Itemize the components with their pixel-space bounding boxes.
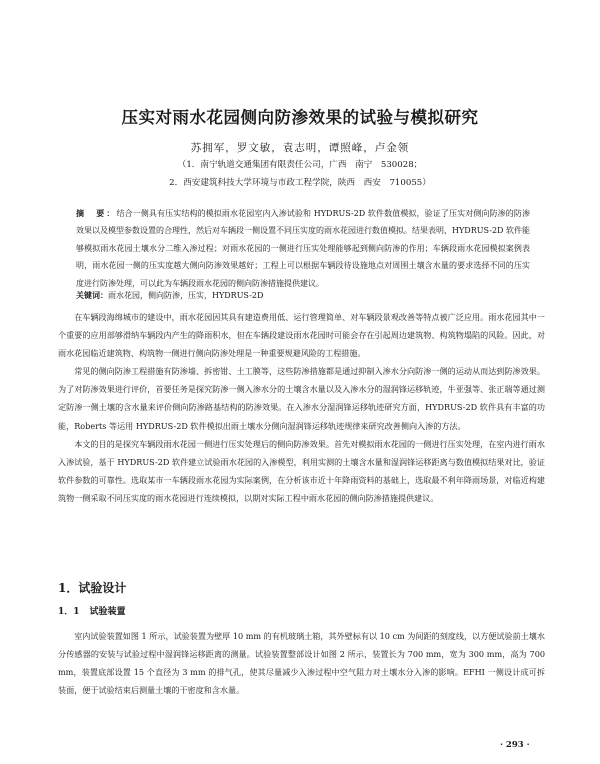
- page-number: · 293 ·: [500, 740, 530, 750]
- affiliation-1: （1．南宁轨道交通集团有限责任公司，广西 南宁 530028；: [177, 160, 423, 170]
- section-title: 试验设计: [78, 581, 127, 595]
- abstract: [76, 205, 530, 292]
- subsection-title: 试验装置: [89, 607, 126, 617]
- setup-section: [58, 627, 545, 699]
- intro-paragraph-2: 常见的侧向防渗工程措施有防渗墙、拆密钳、土工膜等，这些防渗措施都是通过抑制入渗水分向防渗一侧的运动从而达到防渗效果。为了对防渗效果进行评价，首要任务是探究防渗一侧入渗水分的土壤含水量以及入渗水分的湿润锋运移轨迹，牛亚强等、张正瑞等通过测定防渗一侧土壤的含水量来评价侧向防渗路基结构的防渗效果。在入渗水分湿润锋运移轨迹研究方面，HYDRUS-2D 软件具有丰富的功能，Roberts 等运用 HYDRUS-2D 软件模拟出雨土壤水分侧向湿润锋运移轨迹规律来研究改善侧向入渗的方法。: [58, 366, 545, 431]
- keywords-text: 雨水花园，侧向防渗，压实，HYDRUS-2D: [108, 291, 264, 300]
- keywords-label: 关键词：: [76, 290, 108, 300]
- section-number: 1．: [58, 581, 79, 595]
- intro-paragraph-3: 本文的目的是探究车辆段雨水花园一侧进行压实处理后的侧向防渗效果。首先对模拟雨水花园的一侧进行压实处理，在室内进行雨水入渗试验，基于 HYDRUS-2D 软件建立试验雨水花园的入渗模型，利用实测的土壤含水量和湿润锋运移距离与数值模拟结果对比，验证软件参数的可靠性。选取某市一车辆段雨水花园为实际案例，在分析该市近十年降雨资料的基础上，选取最不利年降雨场景，对临近构建筑物一侧采取不同压实度的雨水花园进行连续模拟，以期对实际工程中雨水花园的侧向防渗措施提供建议。: [58, 438, 545, 503]
- abstract-text: 结合一侧具有压实结构的模拟雨水花园室内入渗试验和 HYDRUS-2D 软件数值模拟，验证了压实对侧向防渗的防渗效果以及模型参数设置的合理性，然后对车辆段一侧设置不同压实度的雨水花园进行数值模拟。结果表明，HYDRUS-2D 软件能够模拟雨水花园土壤水分二维入渗过程；对雨水花园的一侧进行压实处理能够起到侧向防渗的作用；车辆段雨水花园模拟案例表明，雨水花园一侧的压实度越大侧向防渗效果越好；工程上可以根据车辆段待设施地点对周围土壤含水量的要求选择不同的压实度进行防渗处理，可以此为车辆段雨水花园的侧向防渗措施提供建议。: [76, 209, 531, 288]
- paper-title: 压实对雨水花园侧向防渗效果的试验与模拟研究: [121, 108, 479, 127]
- author-list: 苏拥军，罗文敏，袁志明，谭照峰，卢金领: [190, 142, 410, 154]
- keywords: [76, 288, 530, 303]
- subsection-heading-1-1: [58, 604, 126, 617]
- intro-paragraph-1: 在车辆段海绵城市的建设中，雨水花园因其具有建造费用低、运行管理简单、对车辆段景观改善等特点被广泛应用。雨水花园其中一个重要的应用部够滑纳车辆段内产生的降雨积水，但在车辆段建设雨水花园时可能会存在引起周边建筑物、构筑物塌陷的风险。因此，对雨水花园临近建筑物、构筑物一侧进行侧向防渗处理是一种重要规避风险的工程措施。: [58, 312, 545, 359]
- subsection-number: 1．1: [58, 607, 80, 617]
- introduction: [58, 308, 545, 507]
- affiliation-2: 2．西安建筑科技大学环境与市政工程学院，陕西 西安 710055）: [169, 178, 431, 188]
- setup-paragraph: 室内试验装置如图 1 所示，试验装置为壁厚 10 mm 的有机玻璃土箱，其外壁标有以 10 cm 为间距的刻度线，以方便试验前土壤水分传感器的安装与试验过程中湿润锋运移距离的测量。试验装置整部设计如图 2 所示，装置长为 700 mm，宽为 300 mm，高为 700 mm，装置底部设置 15 个直径为 3 mm 的排气孔，使其尽量减少入渗过程中空气阻力对土壤水分入渗的影响。EFHI 一侧设计成可拆装面，便于试验结束后测量土壤的干密度和含水量。: [58, 631, 545, 696]
- section-heading-1: [58, 579, 126, 596]
- abstract-label: 摘 要：: [76, 208, 117, 218]
